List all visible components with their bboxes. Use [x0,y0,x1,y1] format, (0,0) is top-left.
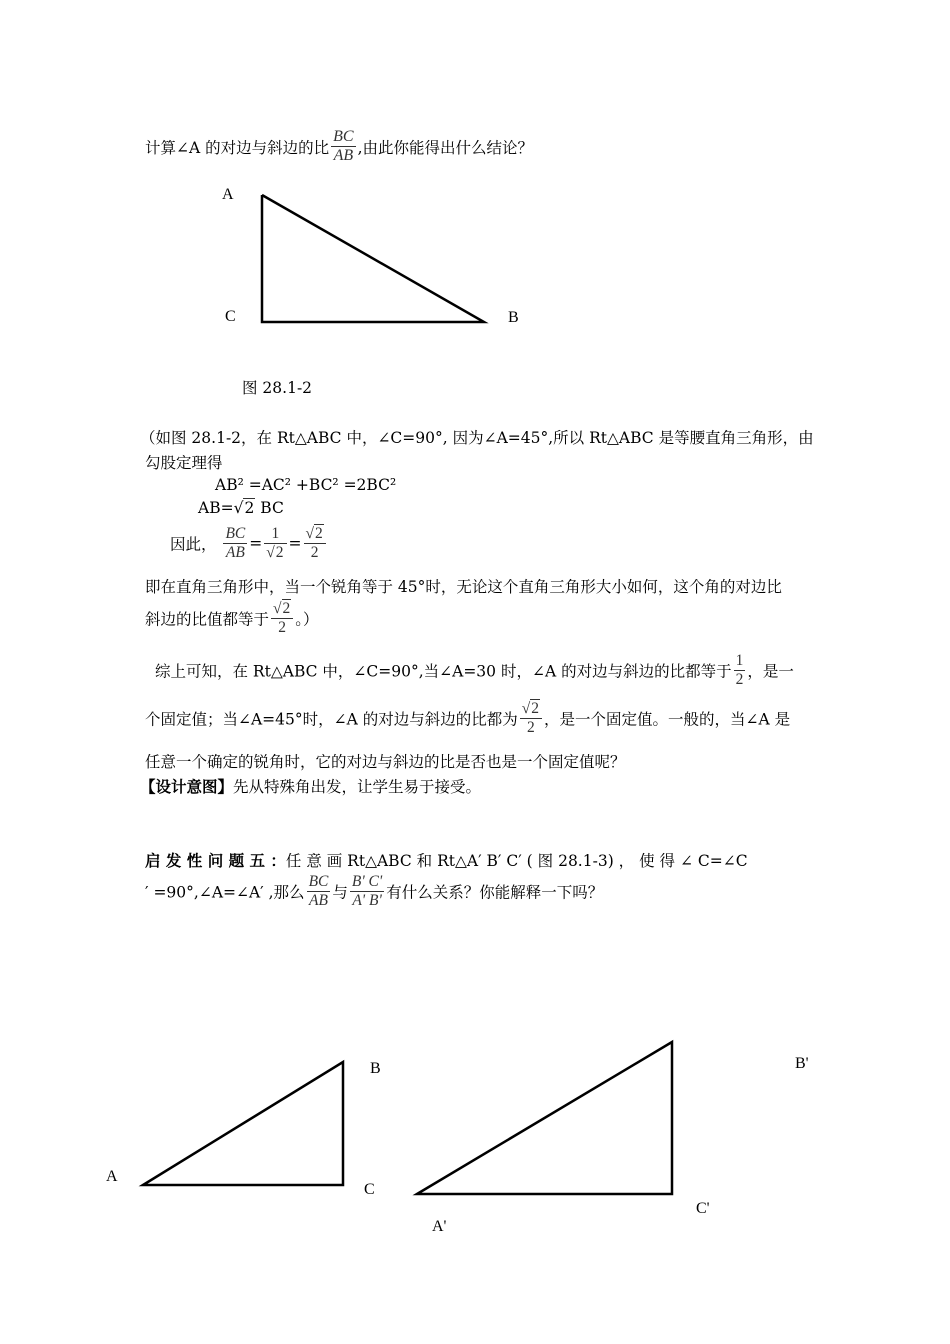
fig2-label-c-prime: C' [696,1200,710,1217]
fig2-label-c: C [364,1181,375,1198]
equation-therefore: 因此， $\frac{BC}{AB}$ = $\frac{1}{√2}$ = $\frac{√2}{2}$ [170,525,328,562]
fraction-sqrt2-2-b: $\frac{√2}{2}$ [271,600,293,637]
question-5-label: 启 发 性 问 题 五 ： [145,851,286,870]
fig1-label-b: B [508,309,519,326]
sqrt-2: √2 [233,499,255,517]
triangle-fig-28-1-2 [262,195,484,322]
equation-pythagoras: AB² =AC² +BC² =2BC² [215,476,397,494]
fig1-label-a: A [222,186,234,203]
design-intent-label: 【设计意图】 [140,777,234,796]
fraction-1-sqrt2: $\frac{1}{√2}$ [264,525,286,562]
design-intent [140,775,481,797]
para1-line1: （如图 28.1-2，在 Rt△ABC 中，∠C=90°, 因为∠A=45°,所以 Rt△ABC 是等腰直角三角形，由 [140,429,814,447]
para2-line1: 即在直角三角形中，当一个锐角等于 45°时，无论这个直角三角形大小如何，这个角的对边比 [145,578,782,596]
para1-line2: 勾股定理得 [145,454,223,472]
fig1-label-c: C [225,308,236,325]
fraction-bc-ab-2: $\frac{BC}{AB}$ [225,525,246,561]
fraction-bc-ab: $\frac{BC}{AB}$ [333,128,354,165]
fraction-sqrt2-2-c: $\frac{√2}{2}$ [520,700,542,737]
question-1-text-after: ,由此你能得出什么结论？ [357,138,533,157]
para2-line2: 斜边的比值都等于 $\frac{√2}{2}$ 。） [145,600,319,636]
triangle-abc-small [143,1062,343,1185]
para3-line3: 任意一个确定的锐角时，它的对边与斜边的比是否也是一个固定值呢？ [145,753,626,771]
triangle-abc-prime [417,1042,672,1194]
fraction-bc-ab-prime: $\frac{B' C'}{A' B'}$ [351,873,383,909]
fraction-bc-ab-3: $\frac{BC}{AB}$ [308,873,329,909]
equation-ab: AB=√2 BC [198,499,284,517]
fig2-label-a: A [106,1168,118,1185]
design-intent-text: 先从特殊角出发，让学生易于接受。 [233,778,482,796]
para3-line2: 个固定值；当∠A=45°时，∠A 的对边与斜边的比都为 $\frac{√2}{2}$ ，是一个固定值。一般的，当∠A 是 [145,700,791,736]
fraction-1-2: $\frac{1}{2}$ [735,652,744,688]
question-5-line1: 启 发 性 问 题 五 ：任 意 画 Rt△ABC 和 Rt△A′ B′ C′ ( 图 28.1-3) ， 使 得 ∠ C=∠C [145,851,748,870]
fraction-sqrt2-2: $\frac{√2}{2}$ [304,525,326,562]
question-5-line2: ′ =90°,∠A=∠A′ ,那么 $\frac{BC}{AB}$ 与 $\frac{B' C'}{A' B'}$ 有什么关系？你能解释一下吗？ [145,873,604,909]
fig2-label-a-prime: A' [432,1218,447,1235]
question-1-text-before: 计算∠A 的对边与斜边的比 [145,138,330,157]
para3-line1: 综上可知，在 Rt△ABC 中，∠C=90°,当∠A=30 时，∠A 的对边与斜边的比都等于 $\frac{1}{2}$ ，是一 [155,652,794,688]
figure-caption: 图 28.1-2 [242,379,313,397]
fig2-label-b: B [370,1060,381,1077]
fig2-label-b-prime: B' [795,1055,809,1072]
